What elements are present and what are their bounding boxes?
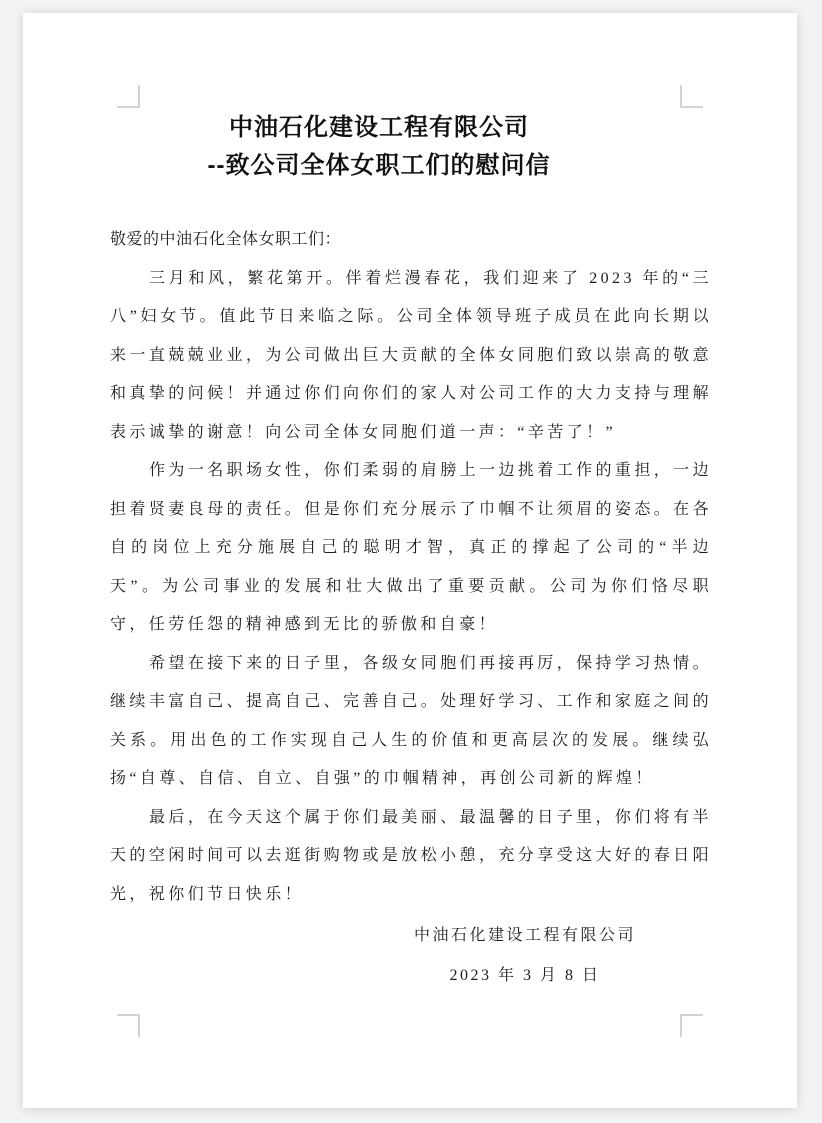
date-line: 2023 年 3 月 8 日 [449, 967, 601, 984]
letter-content [23, 13, 797, 996]
body-paragraph: 希望在接下来的日子里，各级女同胞们再接再厉，保持学习热情。继续丰富自己、提高自己、完善自己。处理好学习、工作和家庭之间的关系。用出色的工作实现自己人生的价值和更高层次的发展。继续弘扬“自尊、自信、自立、自强”的巾帼精神，再创公司新的辉煌！ [110, 654, 712, 787]
body-paragraph: 作为一名职场女性，你们柔弱的肩膀上一边挑着工作的重担，一边担着贤妻良母的责任。但是你们充分展示了巾帼不让须眉的姿态。在各自的岗位上充分施展自己的聪明才智，真正的撑起了公司的“半边天”。为公司事业的发展和壮大做出了重要贡献。公司为你们恪尽职守，任劳任怨的精神感到无比的骄傲和自豪！ [110, 462, 712, 633]
salutation: 敬爱的中油石化全体女职工们： [110, 231, 342, 248]
body-paragraph: 三月和风，繁花第开。伴着烂漫春花，我们迎来了 2023 年的“三八”妇女节。值此节日来临之际。公司全体领导班子成员在此向长期以来一直兢兢业业，为公司做出巨大贡献的全体女同胞们致以崇高的敬意和真挚的问候！并通过你们向你们的家人对公司工作的大力支持与理解表示诚挚的谢意！向公司全体女同胞们道一声：“辛苦了！” [110, 269, 712, 441]
title-line-1: 中油石化建设工程有限公司 [229, 114, 529, 141]
letter-closing [375, 916, 675, 996]
letter-title [110, 109, 712, 185]
title-line-2: --致公司全体女职工们的慰问信 [207, 152, 551, 179]
body-paragraph: 最后，在今天这个属于你们最美丽、最温馨的日子里，你们将有半天的空闲时间可以去逛街购物或是放松小憩，充分享受这大好的春日阳光，祝你们节日快乐！ [110, 808, 712, 903]
letter-body [110, 221, 712, 914]
crop-mark-bottom-right [680, 1014, 703, 1037]
letter-page [23, 13, 797, 1108]
crop-mark-bottom-left [117, 1014, 140, 1037]
signature-line: 中油石化建设工程有限公司 [413, 927, 636, 944]
